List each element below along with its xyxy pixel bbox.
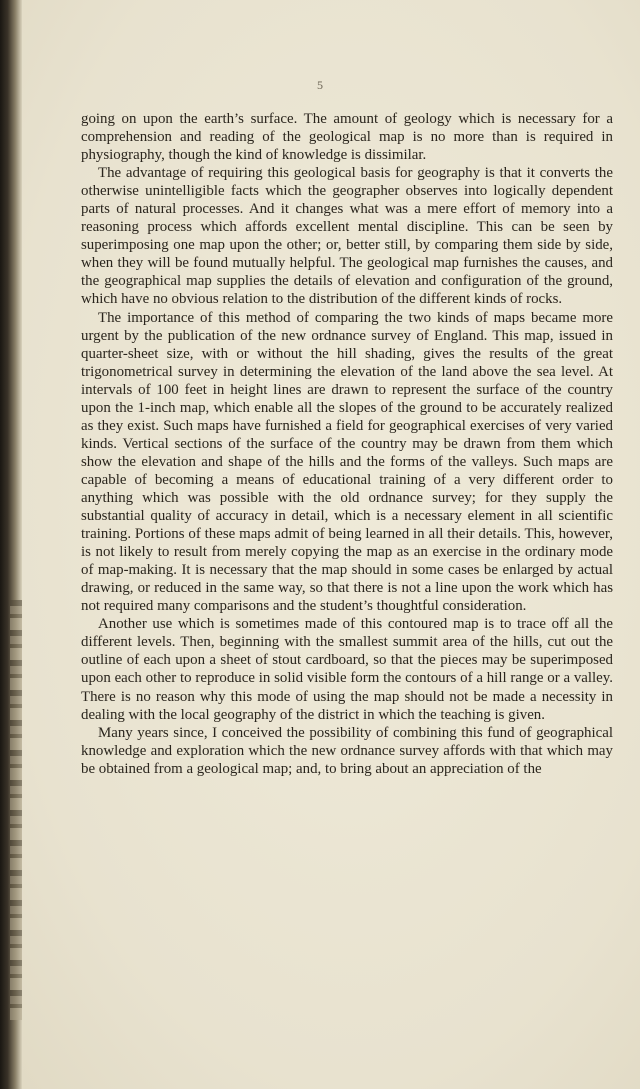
paragraph-4: Another use which is sometimes made of this contoured map is to trace off all the different levels. Then, beginning with the smallest summit area of the hills, cut out the outline of each upon a sheet of stout cardboard, so that the pieces may be superimposed upon each other to reproduce in solid visible form the contours of a hill range or a valley. There is no reason why this mode of using the map should not be made a necessity in dealing with the local geography of the district in which the teaching is given. bbox=[81, 616, 613, 723]
binding-edge-marks bbox=[10, 600, 22, 1020]
paragraph-5: Many years since, I conceived the possibility of combining this fund of geographical knowledge and exploration which the new ordnance survey affords with that which may be obtained from a geological map; and, to bring about an appreciation of the bbox=[81, 724, 613, 777]
paragraph-1: going on upon the earth’s surface. The amount of geology which is necessary for a comprehension and reading of the geological map is no more than is required in physiography, though the kind of knowledge is dissimilar. bbox=[81, 111, 613, 164]
body-text bbox=[81, 110, 613, 778]
paragraph-3: The importance of this method of comparing the two kinds of maps became more urgent by the publication of the new ordnance survey of England. This map, issued in quarter-sheet size, with or without the hill shading, gives the results of the great trigonometrical survey in determining the elevation of the land above the sea level. At intervals of 100 feet in height lines are drawn to represent the surface of the country upon the 1-inch map, which enable all the slopes of the ground to be accurately realized as they exist. Such maps have furnished a field for geographical exercises of very varied kinds. Vertical sections of the surface of the country may be drawn from them which show the elevation and shape of the hills and the forms of the valleys. Such maps are capable of becoming a means of educational training of a very different order to anything which was possible with the old ordnance survey; for they supply the substantial quality of accuracy in detail, which is a necessary element in all scientific training. Portions of these maps admit of being learned in all their details. This, however, is not likely to result from merely copying the map as an exercise in the ordinary mode of map-making. It is necessary that the map should in some cases be enlarged by actual drawing, or reduced in the same way, so that there is not a line upon the work which has not required many comparisons and the student’s thoughtful consideration. bbox=[81, 309, 613, 615]
page-number: 5 bbox=[317, 78, 323, 92]
paragraph-2: The advantage of requiring this geological basis for geography is that it converts the otherwise unintelligible facts which the geographer observes into logically dependent parts of natural processes. And it changes what was a mere effort of memory into a reasoning process which affords excellent mental discipline. This can be seen by superimposing one map upon the other; or, better still, by comparing them side by side, when they will be found mutually helpful. The geological map furnishes the causes, and the geographical map supplies the details of elevation and configuration of the ground, which have no obvious relation to the distribution of the different kinds of rocks. bbox=[81, 165, 613, 308]
